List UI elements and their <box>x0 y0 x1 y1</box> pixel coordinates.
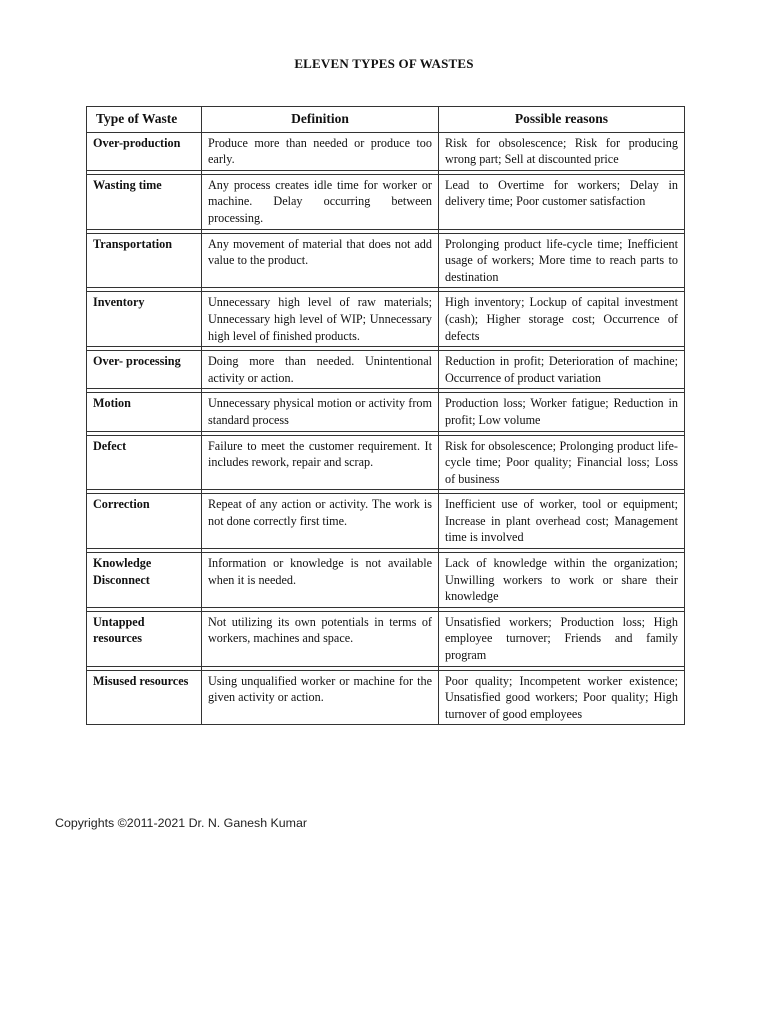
cell-waste-type: Misused resources <box>87 670 202 725</box>
cell-definition: Unnecessary physical motion or activity from standard process <box>202 393 439 431</box>
cell-waste-type: Correction <box>87 494 202 549</box>
cell-definition: Doing more than needed. Unintentional activity or action. <box>202 351 439 389</box>
cell-definition: Any movement of material that does not add value to the product. <box>202 233 439 288</box>
table-row <box>87 435 685 490</box>
cell-reasons: Production loss; Worker fatigue; Reduction in profit; Low volume <box>439 393 685 431</box>
table-header-row <box>87 107 685 133</box>
cell-definition: Information or knowledge is not available when it is needed. <box>202 553 439 608</box>
cell-reasons: Risk for obsolescence; Prolonging product life-cycle time; Poor quality; Financial loss; Loss of business <box>439 435 685 490</box>
header-possible-reasons: Possible reasons <box>439 107 685 133</box>
header-definition: Definition <box>202 107 439 133</box>
cell-reasons: Poor quality; Incompetent worker existence; Unsatisfied good workers; Poor quality; High turnover of good employees <box>439 670 685 725</box>
cell-reasons: Risk for obsolescence; Risk for producing wrong part; Sell at discounted price <box>439 132 685 170</box>
table-row <box>87 233 685 288</box>
waste-types-table <box>86 106 685 725</box>
cell-definition: Produce more than needed or produce too early. <box>202 132 439 170</box>
cell-reasons: Prolonging product life-cycle time; Inefficient usage of workers; More time to reach parts to destination <box>439 233 685 288</box>
cell-reasons: Unsatisfied workers; Production loss; High employee turnover; Friends and family program <box>439 611 685 666</box>
table-row <box>87 553 685 608</box>
cell-waste-type: Wasting time <box>87 174 202 229</box>
cell-waste-type: Inventory <box>87 292 202 347</box>
cell-waste-type: Knowledge Disconnect <box>87 553 202 608</box>
table-row <box>87 351 685 389</box>
cell-waste-type: Transportation <box>87 233 202 288</box>
table-row <box>87 670 685 725</box>
table-row <box>87 393 685 431</box>
cell-definition: Not utilizing its own potentials in terms of workers, machines and space. <box>202 611 439 666</box>
header-type-of-waste: Type of Waste <box>87 107 202 133</box>
cell-waste-type: Over-production <box>87 132 202 170</box>
table-row <box>87 292 685 347</box>
cell-definition: Unnecessary high level of raw materials; Unnecessary high level of WIP; Unnecessary high level of finished products. <box>202 292 439 347</box>
cell-definition: Any process creates idle time for worker or machine. Delay occurring between processing. <box>202 174 439 229</box>
table-row <box>87 611 685 666</box>
table-row <box>87 132 685 170</box>
cell-reasons: Lack of knowledge within the organization; Unwilling workers to work or share their knowledge <box>439 553 685 608</box>
cell-definition: Repeat of any action or activity. The work is not done correctly first time. <box>202 494 439 549</box>
cell-reasons: Inefficient use of worker, tool or equipment; Increase in plant overhead cost; Management time is involved <box>439 494 685 549</box>
cell-waste-type: Untapped resources <box>87 611 202 666</box>
cell-waste-type: Motion <box>87 393 202 431</box>
table-row <box>87 494 685 549</box>
copyright-notice: Copyrights ©2011-2021 Dr. N. Ganesh Kumar <box>55 816 308 830</box>
cell-reasons: High inventory; Lockup of capital investment (cash); Higher storage cost; Occurrence of defects <box>439 292 685 347</box>
cell-definition: Failure to meet the customer requirement. It includes rework, repair and scrap. <box>202 435 439 490</box>
cell-reasons: Reduction in profit; Deterioration of machine; Occurrence of product variation <box>439 351 685 389</box>
cell-waste-type: Over- processing <box>87 351 202 389</box>
table-row <box>87 174 685 229</box>
cell-waste-type: Defect <box>87 435 202 490</box>
page-title: ELEVEN TYPES OF WASTES <box>294 56 474 71</box>
cell-definition: Using unqualified worker or machine for the given activity or action. <box>202 670 439 725</box>
cell-reasons: Lead to Overtime for workers; Delay in delivery time; Poor customer satisfaction <box>439 174 685 229</box>
